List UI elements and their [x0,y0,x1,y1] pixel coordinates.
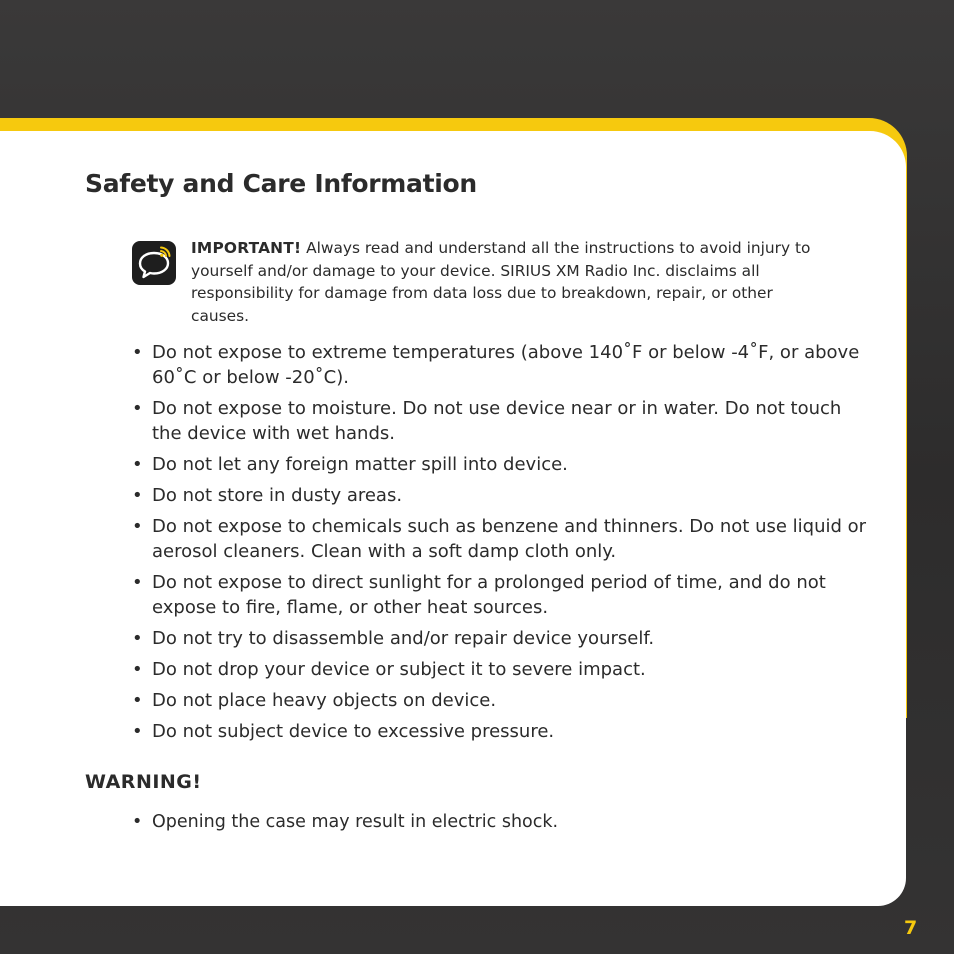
warning-heading: WARNING! [85,771,202,793]
list-item: • Do not subject device to excessive pressure. [132,719,867,744]
list-item: • Do not store in dusty areas. [132,483,867,508]
important-notice [191,237,831,327]
list-item: • Do not let any foreign matter spill into device. [132,452,867,477]
content-card [0,131,906,906]
warning-list [132,810,867,835]
important-notice-text: Always read and understand all the instructions to avoid injury to yourself and/or damage to your device. SIRIUS XM Radio Inc. disclaims all responsibility for damage from data loss due to breakdown, repair, or other causes. [191,239,811,325]
safety-list [132,340,867,750]
page-title: Safety and Care Information [85,169,477,198]
list-item: • Do not place heavy objects on device. [132,688,867,713]
list-item: • Do not expose to extreme temperatures (above 140˚F or below -4˚F, or above 60˚C or below -20˚C). [132,340,867,390]
list-item: • Do not expose to direct sunlight for a prolonged period of time, and do not expose to fire, flame, or other heat sources. [132,570,867,620]
list-item: • Do not try to disassemble and/or repair device yourself. [132,626,867,651]
page-number: 7 [904,917,918,939]
list-item: • Opening the case may result in electric shock. [132,810,867,835]
list-item: • Do not drop your device or subject it to severe impact. [132,657,867,682]
list-item: • Do not expose to chemicals such as benzene and thinners. Do not use liquid or aerosol cleaners. Clean with a soft damp cloth only. [132,514,867,564]
speech-bubble-signal-icon [132,241,176,285]
important-label: IMPORTANT! [191,239,302,257]
list-item: • Do not expose to moisture. Do not use device near or in water. Do not touch the device with wet hands. [132,396,867,446]
